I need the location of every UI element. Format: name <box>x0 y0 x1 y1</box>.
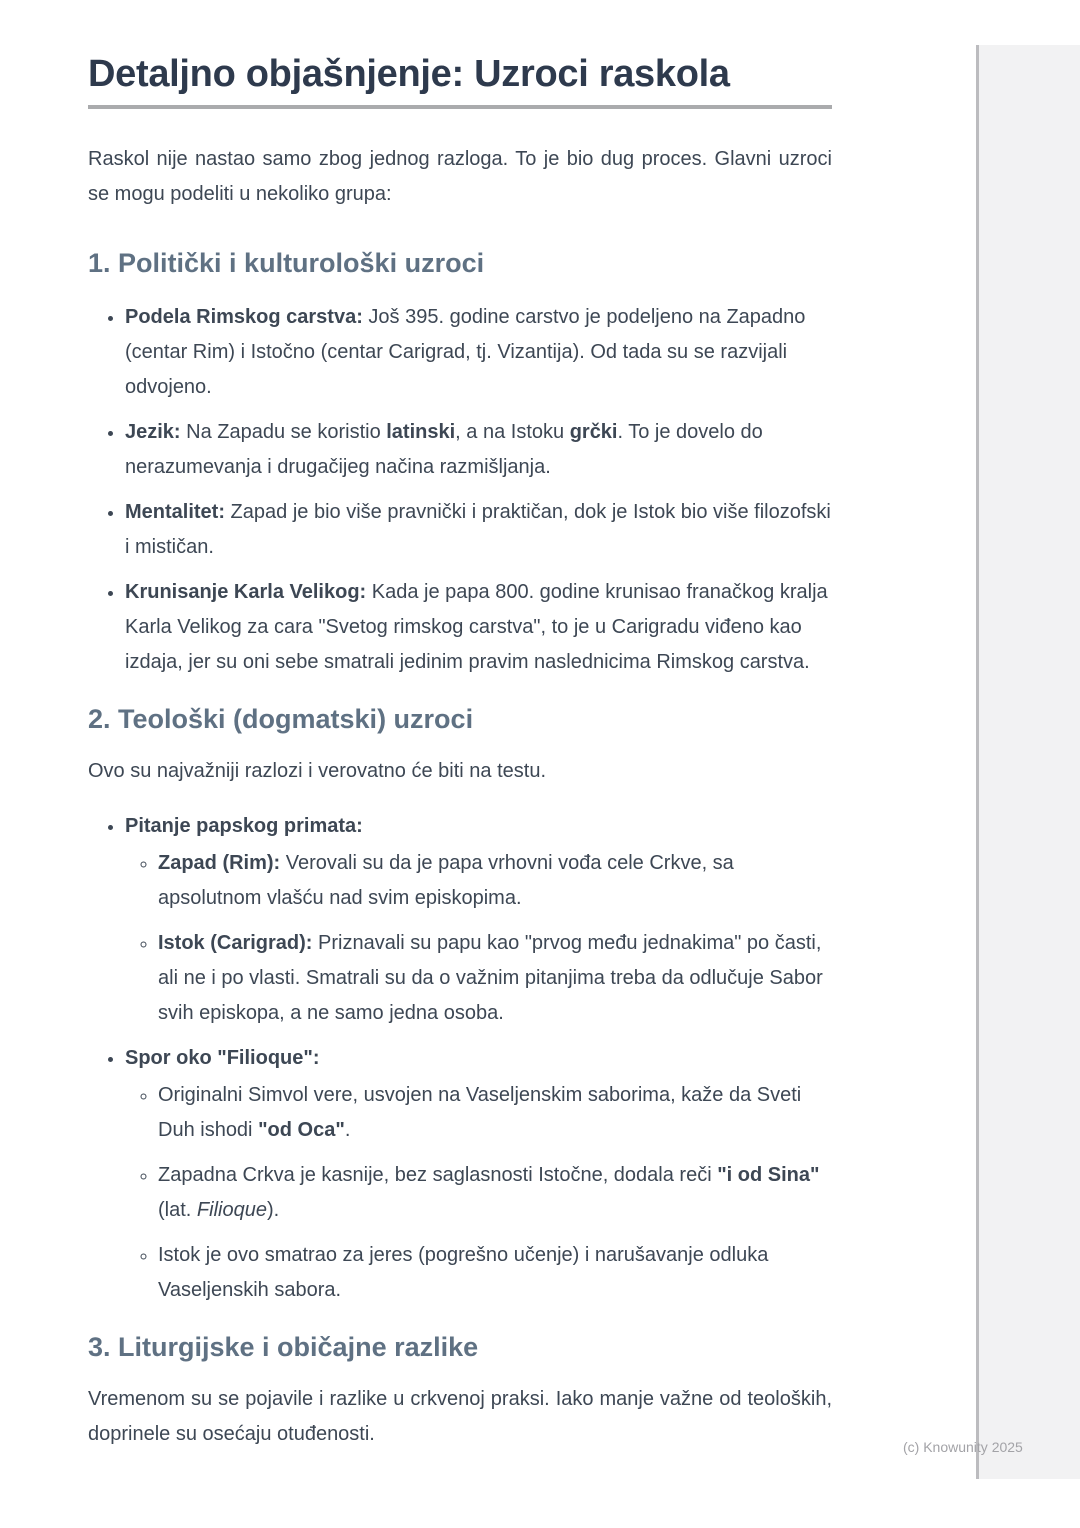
page-title: Detaljno objašnjenje: Uzroci raskola <box>88 53 730 95</box>
sub-bullet-jeres: ◦ Istok je ovo smatrao za jeres (pogrešno učenje) i narušavanje odluka Vaseljenskih sabora. <box>158 1238 832 1308</box>
bullet-list-political <box>88 300 832 680</box>
right-side-panel <box>976 45 1080 1479</box>
bullet-mentalitet: • Mentalitet: Zapad je bio više pravnički i praktičan, dok je Istok bio više filozofski i mističan. <box>125 495 832 565</box>
document-content <box>88 0 832 1452</box>
bullet-papski-primat-label: Pitanje papskog primata: <box>125 815 363 837</box>
section-heading-political: 1. Politički i kulturološki uzroci <box>88 248 485 278</box>
sub-bullet-simvol-vere: ◦ Originalni Simvol vere, usvojen na Vaseljenskim saborima, kaže da Sveti Duh ishodi "od Oca". <box>158 1078 832 1148</box>
bullet-krunisanje-karla-velikog: • Krunisanje Karla Velikog: Kada je papa 800. godine krunisao franačkog kralja Karla Velikog za cara "Svetog rimskog carstva", to je u Carigradu viđeno kao izdaja, jer su oni sebe smatrali jedinim pravim naslednicima Rimskog carstva. <box>125 575 832 680</box>
sub-bullet-zapadna-crkva: ◦ Zapadna Crkva je kasnije, bez saglasnosti Istočne, dodala reči "i od Sina" (lat. Filioque). <box>158 1158 832 1228</box>
sub-list-filioque <box>125 1078 832 1308</box>
bullet-list-theological <box>88 809 832 1308</box>
bullet-papski-primat <box>125 809 832 1031</box>
title-divider <box>88 105 832 109</box>
section-liturgical <box>88 1330 832 1452</box>
section-theological <box>88 702 832 1308</box>
liturgical-paragraph: Vremenom su se pojavile i razlike u crkvenoj praksi. Iako manje važne od teoloških, doprinele su osećaju otuđenosti. <box>88 1388 832 1445</box>
bullet-podela-rimskog-carstva: • Podela Rimskog carstva: Još 395. godine carstvo je podeljeno na Zapadno (centar Rim) i Istočno (centar Carigrad, tj. Vizantija). Od tada su se razvijali odvojeno. <box>125 300 832 405</box>
intro-paragraph: Raskol nije nastao samo zbog jednog razloga. To je bio dug proces. Glavni uzroci se mogu podeliti u nekoliko grupa: <box>88 148 832 205</box>
bullet-filioque-label: Spor oko "Filioque": <box>125 1047 320 1069</box>
section-heading-theological: 2. Teološki (dogmatski) uzroci <box>88 704 474 734</box>
bullet-filioque <box>125 1041 832 1308</box>
sub-bullet-zapad-rim: ◦ Zapad (Rim): Verovali su da je papa vrhovni vođa cele Crkve, sa apsolutnom vlašću nad svim episkopima. <box>158 846 832 916</box>
bullet-jezik: • Jezik: Na Zapadu se koristio latinski, a na Istoku grčki. To je dovelo do nerazumevanja i drugačijeg načina razmišljanja. <box>125 415 832 485</box>
section-heading-liturgical: 3. Liturgijske i običajne razlike <box>88 1332 479 1362</box>
theological-note: Ovo su najvažniji razlozi i verovatno će biti na testu. <box>88 760 546 782</box>
copyright-watermark: (c) Knowunity 2025 <box>903 1439 1023 1455</box>
sub-bullet-istok-carigrad: ◦ Istok (Carigrad): Priznavali su papu kao "prvog među jednakima" po časti, ali ne i po vlasti. Smatrali su da o važnim pitanjima treba da odlučuje Sabor svih episkopa, a ne samo jedna osoba. <box>158 926 832 1031</box>
sub-list-papski-primat <box>125 846 832 1031</box>
section-political-cultural <box>88 246 832 680</box>
